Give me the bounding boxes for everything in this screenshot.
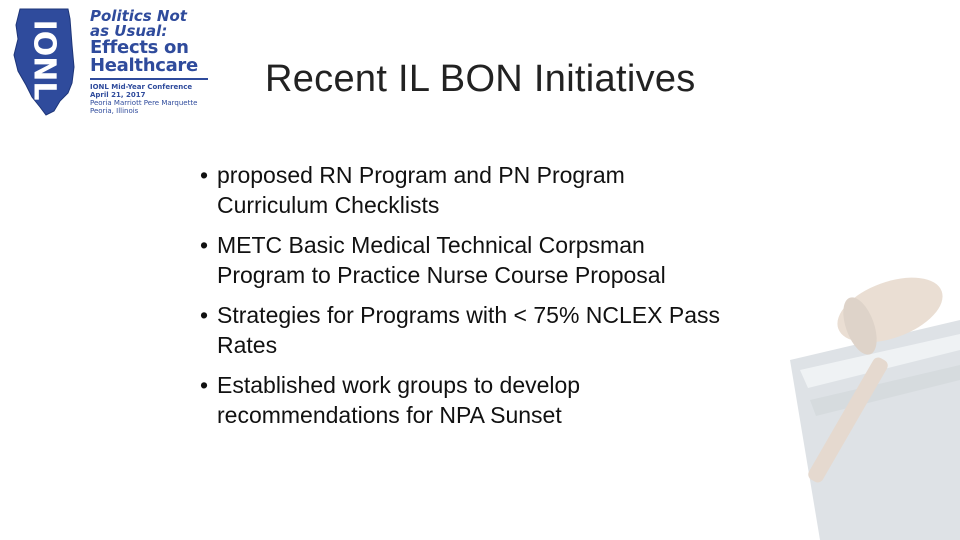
logo-line3: Effects on (90, 37, 189, 58)
slide-title: Recent IL BON Initiatives (265, 58, 696, 100)
bullet-text: Strategies for Programs with < 75% NCLEX Pass (217, 302, 721, 328)
logo-line4: Healthcare (90, 55, 198, 76)
bullet-icon: • (200, 372, 209, 398)
conference-logo (10, 5, 210, 117)
logo-city: Peoria, Illinois (90, 107, 139, 115)
gavel-book-watermark-icon (780, 270, 960, 540)
list-item (200, 160, 800, 220)
logo-state-letters: IONL (26, 19, 62, 101)
bullet-icon: • (200, 232, 209, 258)
list-item (200, 300, 800, 360)
bullet-text: proposed RN Program and PN Program (217, 162, 625, 188)
bullet-text: Program to Practice Nurse Course Proposal (217, 262, 666, 288)
bullet-text: Curriculum Checklists (217, 192, 440, 218)
bullet-icon: • (200, 302, 209, 328)
logo-divider (90, 78, 208, 80)
logo-line2: as Usual: (90, 22, 168, 40)
bullet-text: recommendations for NPA Sunset (217, 402, 562, 428)
bullet-text: Established work groups to develop (217, 372, 581, 398)
logo-line1: Politics Not (90, 7, 187, 25)
logo-date: April 21, 2017 (90, 91, 146, 99)
list-item (200, 370, 800, 430)
bullet-icon: • (200, 162, 209, 188)
list-item (200, 230, 800, 290)
illinois-map-icon (10, 5, 80, 117)
bullet-list (200, 160, 800, 440)
bullet-text: Rates (217, 332, 278, 358)
logo-venue: Peoria Marriott Pere Marquette (90, 99, 198, 107)
logo-conference: IONL Mid-Year Conference (90, 83, 193, 91)
bullet-text: METC Basic Medical Technical Corpsman (217, 232, 645, 258)
